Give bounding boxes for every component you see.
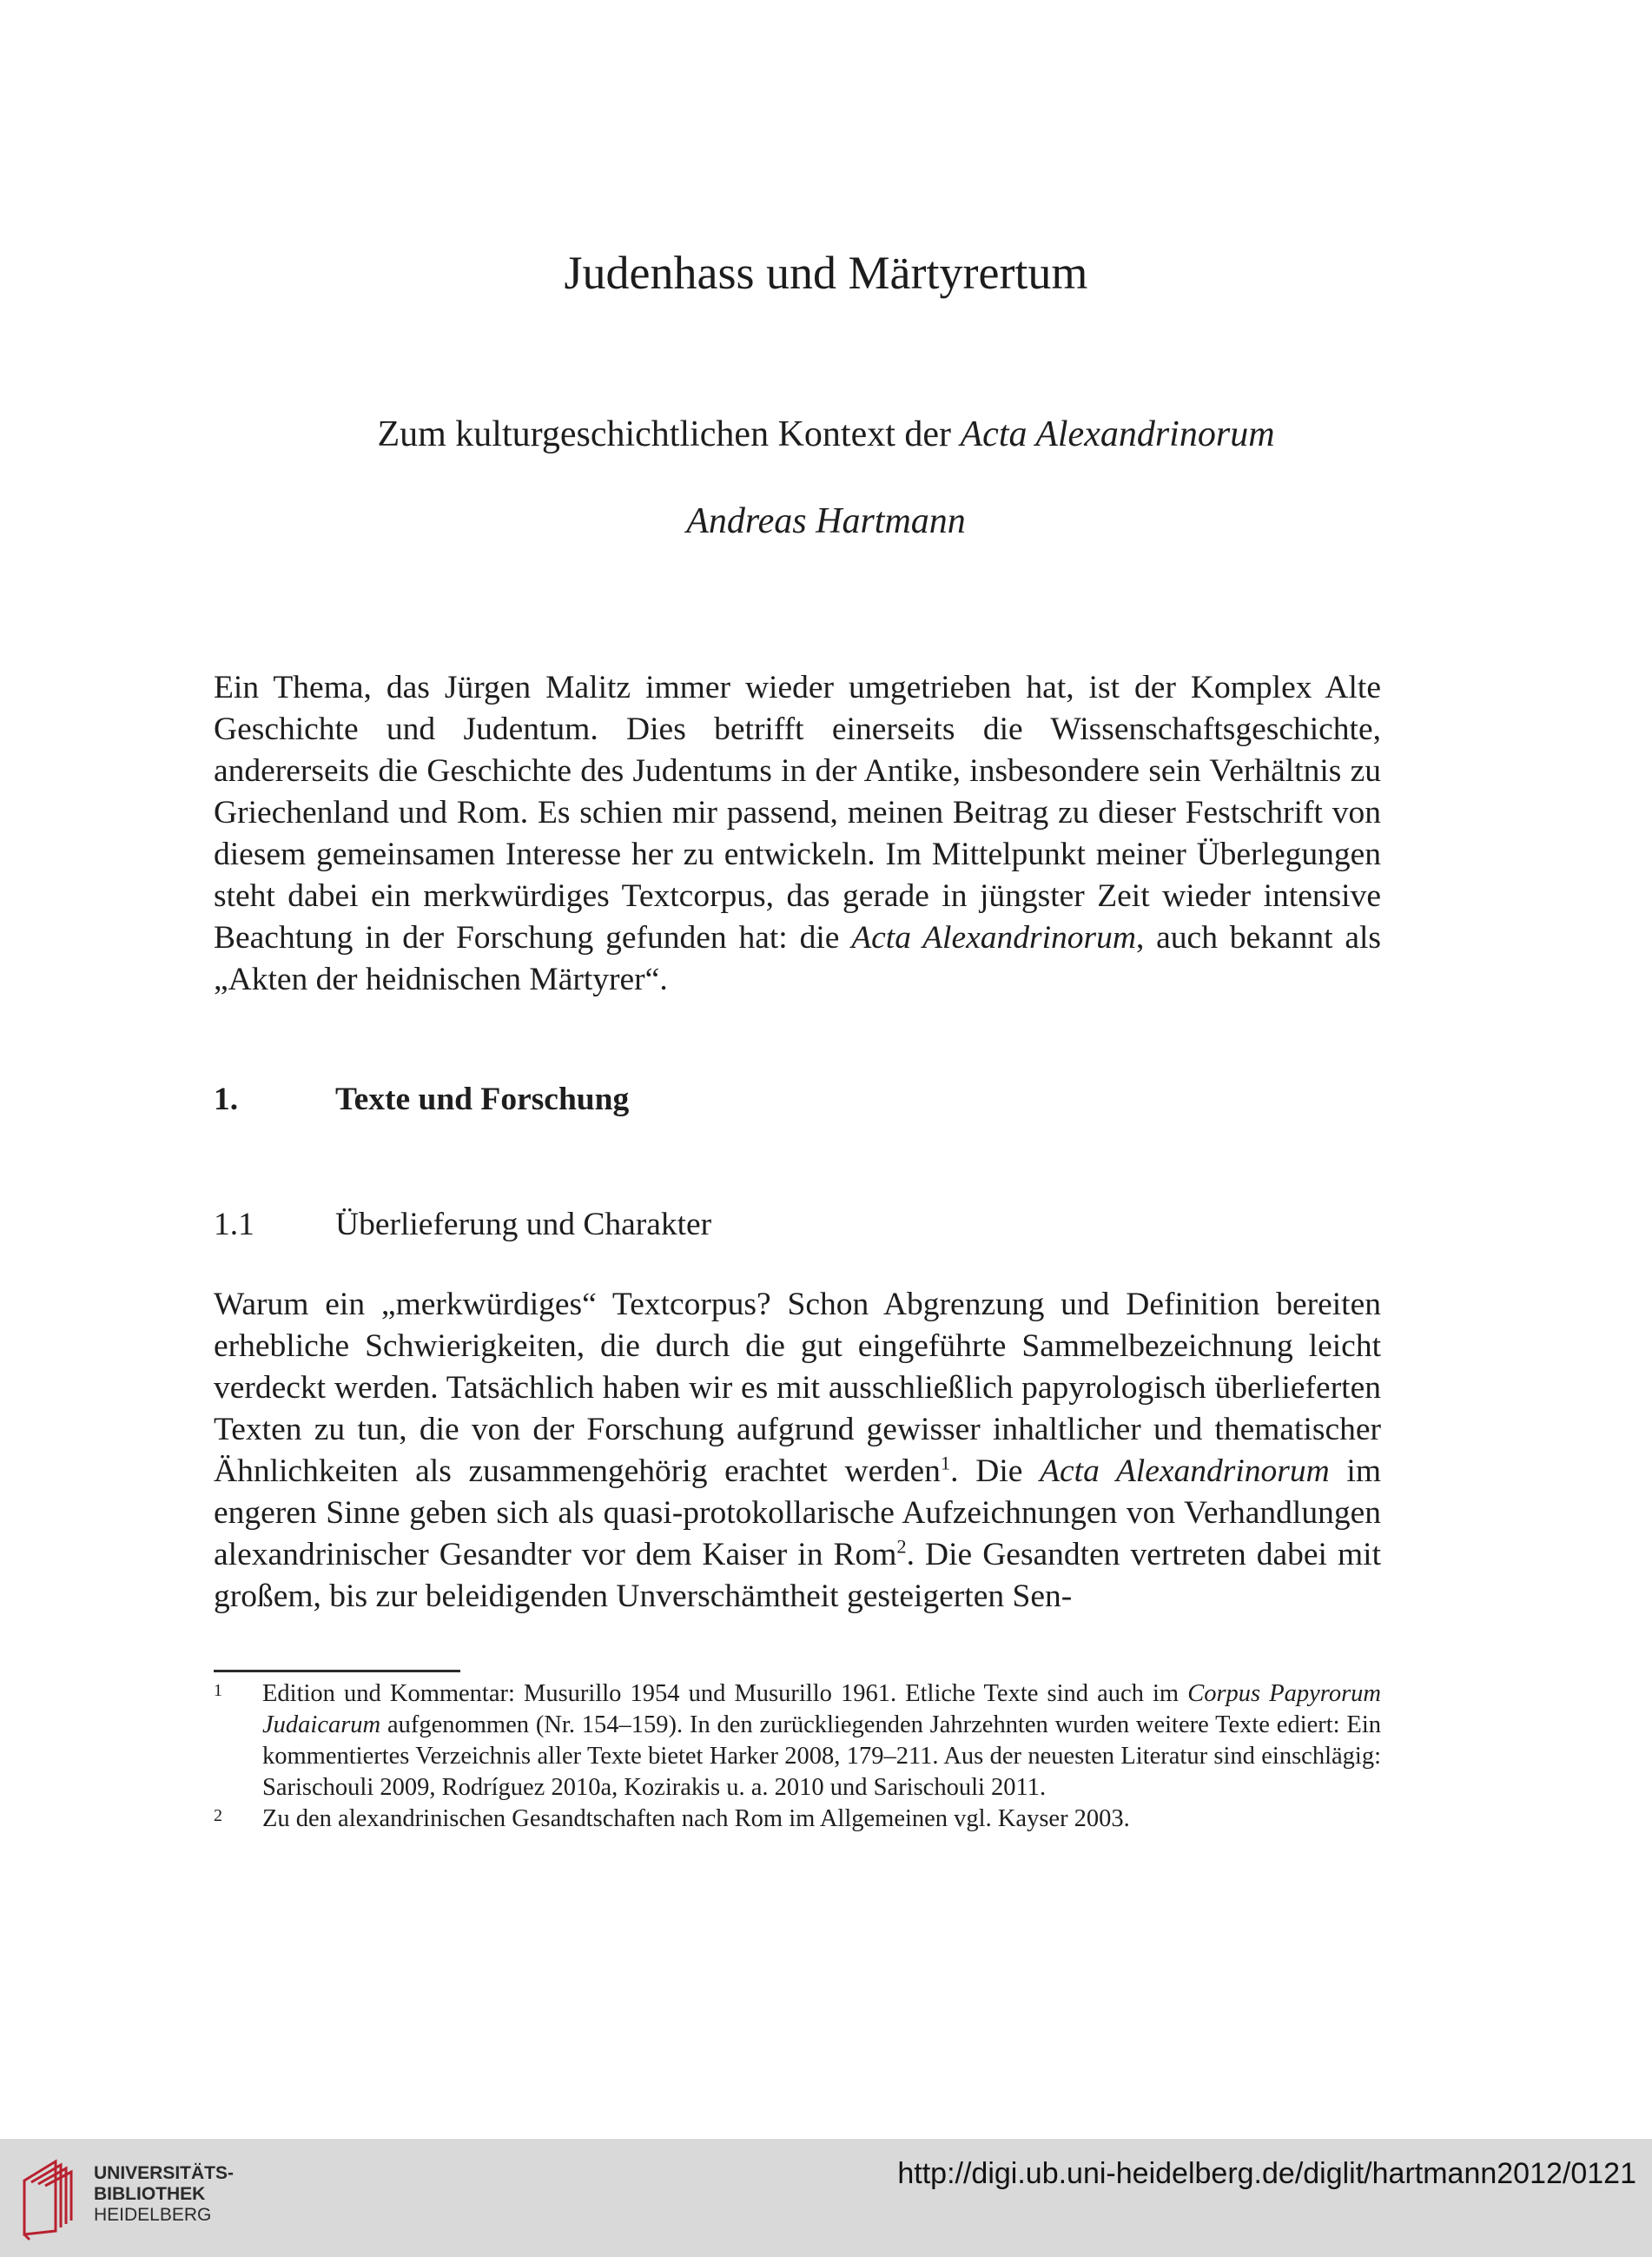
section-heading-1 [214,1079,629,1121]
footnote-ref-2[interactable]: 2 [896,1535,907,1558]
intro-italic-title: Acta Alexandrinorum [851,920,1136,956]
footnote-2 [214,1804,1381,1835]
library-name-line-2: BIBLIOTHEK [94,2184,206,2204]
source-url-link[interactable]: http://digi.ub.uni-heidelberg.de/diglit/hartmann2012/0121 [897,2157,1636,2190]
subtitle-italic-title: Acta Alexandrinorum [960,414,1275,454]
university-library-logo [16,2154,89,2241]
footnote-number: 1 [214,1681,222,1700]
section-title: Texte und Forschung [335,1082,630,1117]
intro-text-end: , auch bekannt als „Akten der heidnischen Märtyrer“. [214,920,1382,997]
subtitle-text: Zum kulturgeschichtlichen Kontext der [377,414,961,454]
paragraph-text-1: Warum ein „merkwürdiges“ Textcorpus? Schon Abgrenzung und Definition bereiten erhebliche Schwierigkeiten, die durch die gut eingeführte Sammelbezeichnung leicht verdeckt werden. Tatsächlich haben wir es mit ausschließlich papyrologisch überlieferten Texten zu tun, die von der Forschung aufgrund gewisser inhaltlicher und thematischer Ähnlichkeiten als zusammengehörig erachtet werden [214,1287,1381,1489]
paragraph-italic-title: Acta Alexandrinorum [1040,1453,1330,1489]
subsection-title: Überlieferung und Charakter [335,1207,712,1242]
library-name [94,2163,234,2226]
intro-text: Ein Thema, das Jürgen Malitz immer wieder umgetrieben hat, ist der Komplex Alte Geschichte und Judentum. Dies betrifft einerseits die Wissenschaftsgeschichte, andererseits die Geschichte des Judentums in der Antike, insbesondere sein Verhältnis zu Griechenland und Rom. Es schien mir passend, meinen Beitrag zu dieser Festschrift von diesem gemeinsamen Interesse her zu entwickeln. Im Mittelpunkt meiner Überlegungen steht dabei ein merkwürdiges Textcorpus, das gerade in jüngster Zeit wieder intensive Beachtung in der Forschung gefunden hat: die [214,670,1381,956]
footnote-divider [214,1670,460,1672]
paragraph-text-3: im engeren Sinne geben sich als quasi-protokollarische Aufzeichnungen von Verhandlungen alexandrinischer Gesandter vor dem Kaiser in Rom [214,1453,1381,1572]
footnote-ref-1[interactable]: 1 [940,1452,951,1474]
footnotes [214,1678,1381,1835]
footnote-1 [214,1678,1381,1804]
body-paragraph [214,1284,1381,1618]
article-title: Judenhass und Märtyrertum [564,247,1088,299]
library-name-line-1: UNIVERSITÄTS- [94,2163,235,2183]
article-subtitle [0,412,1652,457]
author-name: Andreas Hartmann [686,501,966,541]
subsection-heading-1-1 [214,1204,711,1246]
intro-paragraph [214,667,1381,1001]
library-name-line-3: HEIDELBERG [94,2205,212,2225]
footnote-text-end: aufgenommen (Nr. 154–159). In den zurückliegenden Jahrzehnten wurden weitere Texte ediert: Ein kommentiertes Verzeichnis aller Texte bietet Harker 2008, 179–211. Aus der neuesten Literatur sind einschlägig: Sarischouli 2009, Rodríguez 2010a, Kozirakis u. a. 2010 und Sarischouli 2011. [262,1711,1381,1801]
footnote-number: 2 [214,1806,222,1825]
paragraph-text-2: . Die [950,1453,1041,1489]
subsection-number: 1.1 [214,1207,254,1242]
footnote-text: Zu den alexandrinischen Gesandtschaften nach Rom im Allgemeinen vgl. Kayser 2003. [262,1805,1130,1832]
section-number: 1. [214,1082,239,1117]
footnote-text: Edition und Kommentar: Musurillo 1954 und Musurillo 1961. Etliche Texte sind auch im [262,1680,1188,1707]
paragraph-text-4: . Die Gesandten vertreten dabei mit großem, bis zur beleidigenden Unverschämtheit gesteigerten Sen- [214,1537,1381,1614]
footnote-italic: Corpus Papyrorum Judaicarum [262,1680,1381,1738]
